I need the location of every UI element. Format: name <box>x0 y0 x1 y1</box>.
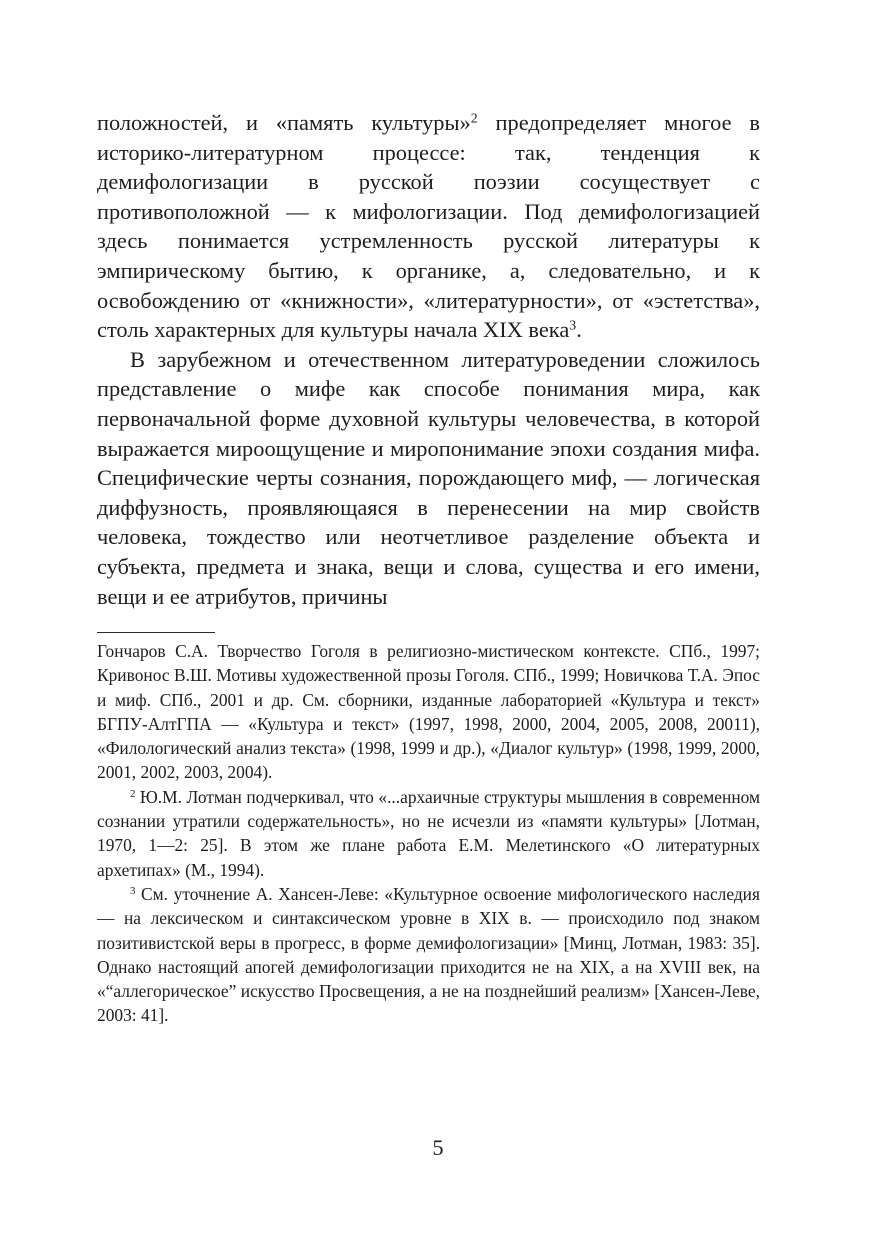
footnote-3: $^3$ См. уточнение А. Хансен-Леве: «Культурное освоение мифологического наследия — на лексическом и синтаксическом уровне в XIX в. — происходило под знаком позитивистской веры в прогресс, в форме демифологизации» [Минц, Лотман, 1983: 35]. Однако настоящий апогей демифологизации приходится не на XIX, а на XVIII век, на «“аллегорическое” искусство Просвещения, а не на позднейший реализм» [Хансен-Леве, 2003: 41]. <box>97 883 760 1026</box>
footnote-ref-3: 3 <box>569 318 577 334</box>
paragraph-1: положностей, и «память культуры»$^2$ предопределяет многое в историко-литературном процессе: так, тенденция к демифологизации в русской поэзии сосуществует с противоположной — к мифологизации. Под демифологизацией здесь понимается устремленность русской литературы к эмпирическому бытию, к органике, а, следовательно, и к освобождению от «книжности», «литературности», от «эстетства», столь характерных для культуры начала XIX века$^3$. <box>97 110 761 343</box>
paragraph-2: В зарубежном и отечественном литературоведении сложилось представление о мифе как способе понимания мира, как первоначальной форме духовной культуры человечества, в которой выражается мироощущение и миропонимание эпохи создания мифа. Специфические черты сознания, порождающего миф, — логическая диффузность, проявляющаяся в перенесении на мир свойств человека, тождество или неотчетливое разделение объекта и субъекта, предмета и знака, вещи и слова, существа и его имени, вещи и ее атрибутов, причины <box>97 346 760 609</box>
page-number: 5 <box>432 1135 444 1160</box>
footnote-mark-3: 3 <box>130 885 136 898</box>
main-text <box>97 108 760 611</box>
footnote-2: $^2$ Ю.М. Лотман подчеркивал, что «...архаичные структуры мышления в современном сознании утратили содержательность», но не исчезли из «памяти культуры» [Лотман, 1970, 1—2: 25]. В этом же плане работа Е.М. Мелетинского «О литературных архетипах» (М., 1994). <box>97 786 760 880</box>
footnote-continued: Гончаров С.А. Творчество Гоголя в религиозно-мистическом контексте. СПб., 1997; Кривонос В.Ш. Мотивы художественной прозы Гоголя. СПб., 1999; Новичкова Т.А. Эпос и миф. СПб., 2001 и др. См. сборники, изданные лабораторией «Культура и текст» БГПУ-АлтГПА — «Культура и текст» (1997, 1998, 2000, 2004, 2005, 2008, 20011), «Филологический анализ текста» (1998, 1999 и др.), «Диалог культур» (1998, 1999, 2000, 2001, 2002, 2003, 2004). <box>97 641 760 783</box>
footnote-separator <box>97 632 215 633</box>
footnote-mark-2: 2 <box>130 787 136 800</box>
footnotes <box>97 639 760 1028</box>
footnote-ref-2: 2 <box>470 111 478 127</box>
